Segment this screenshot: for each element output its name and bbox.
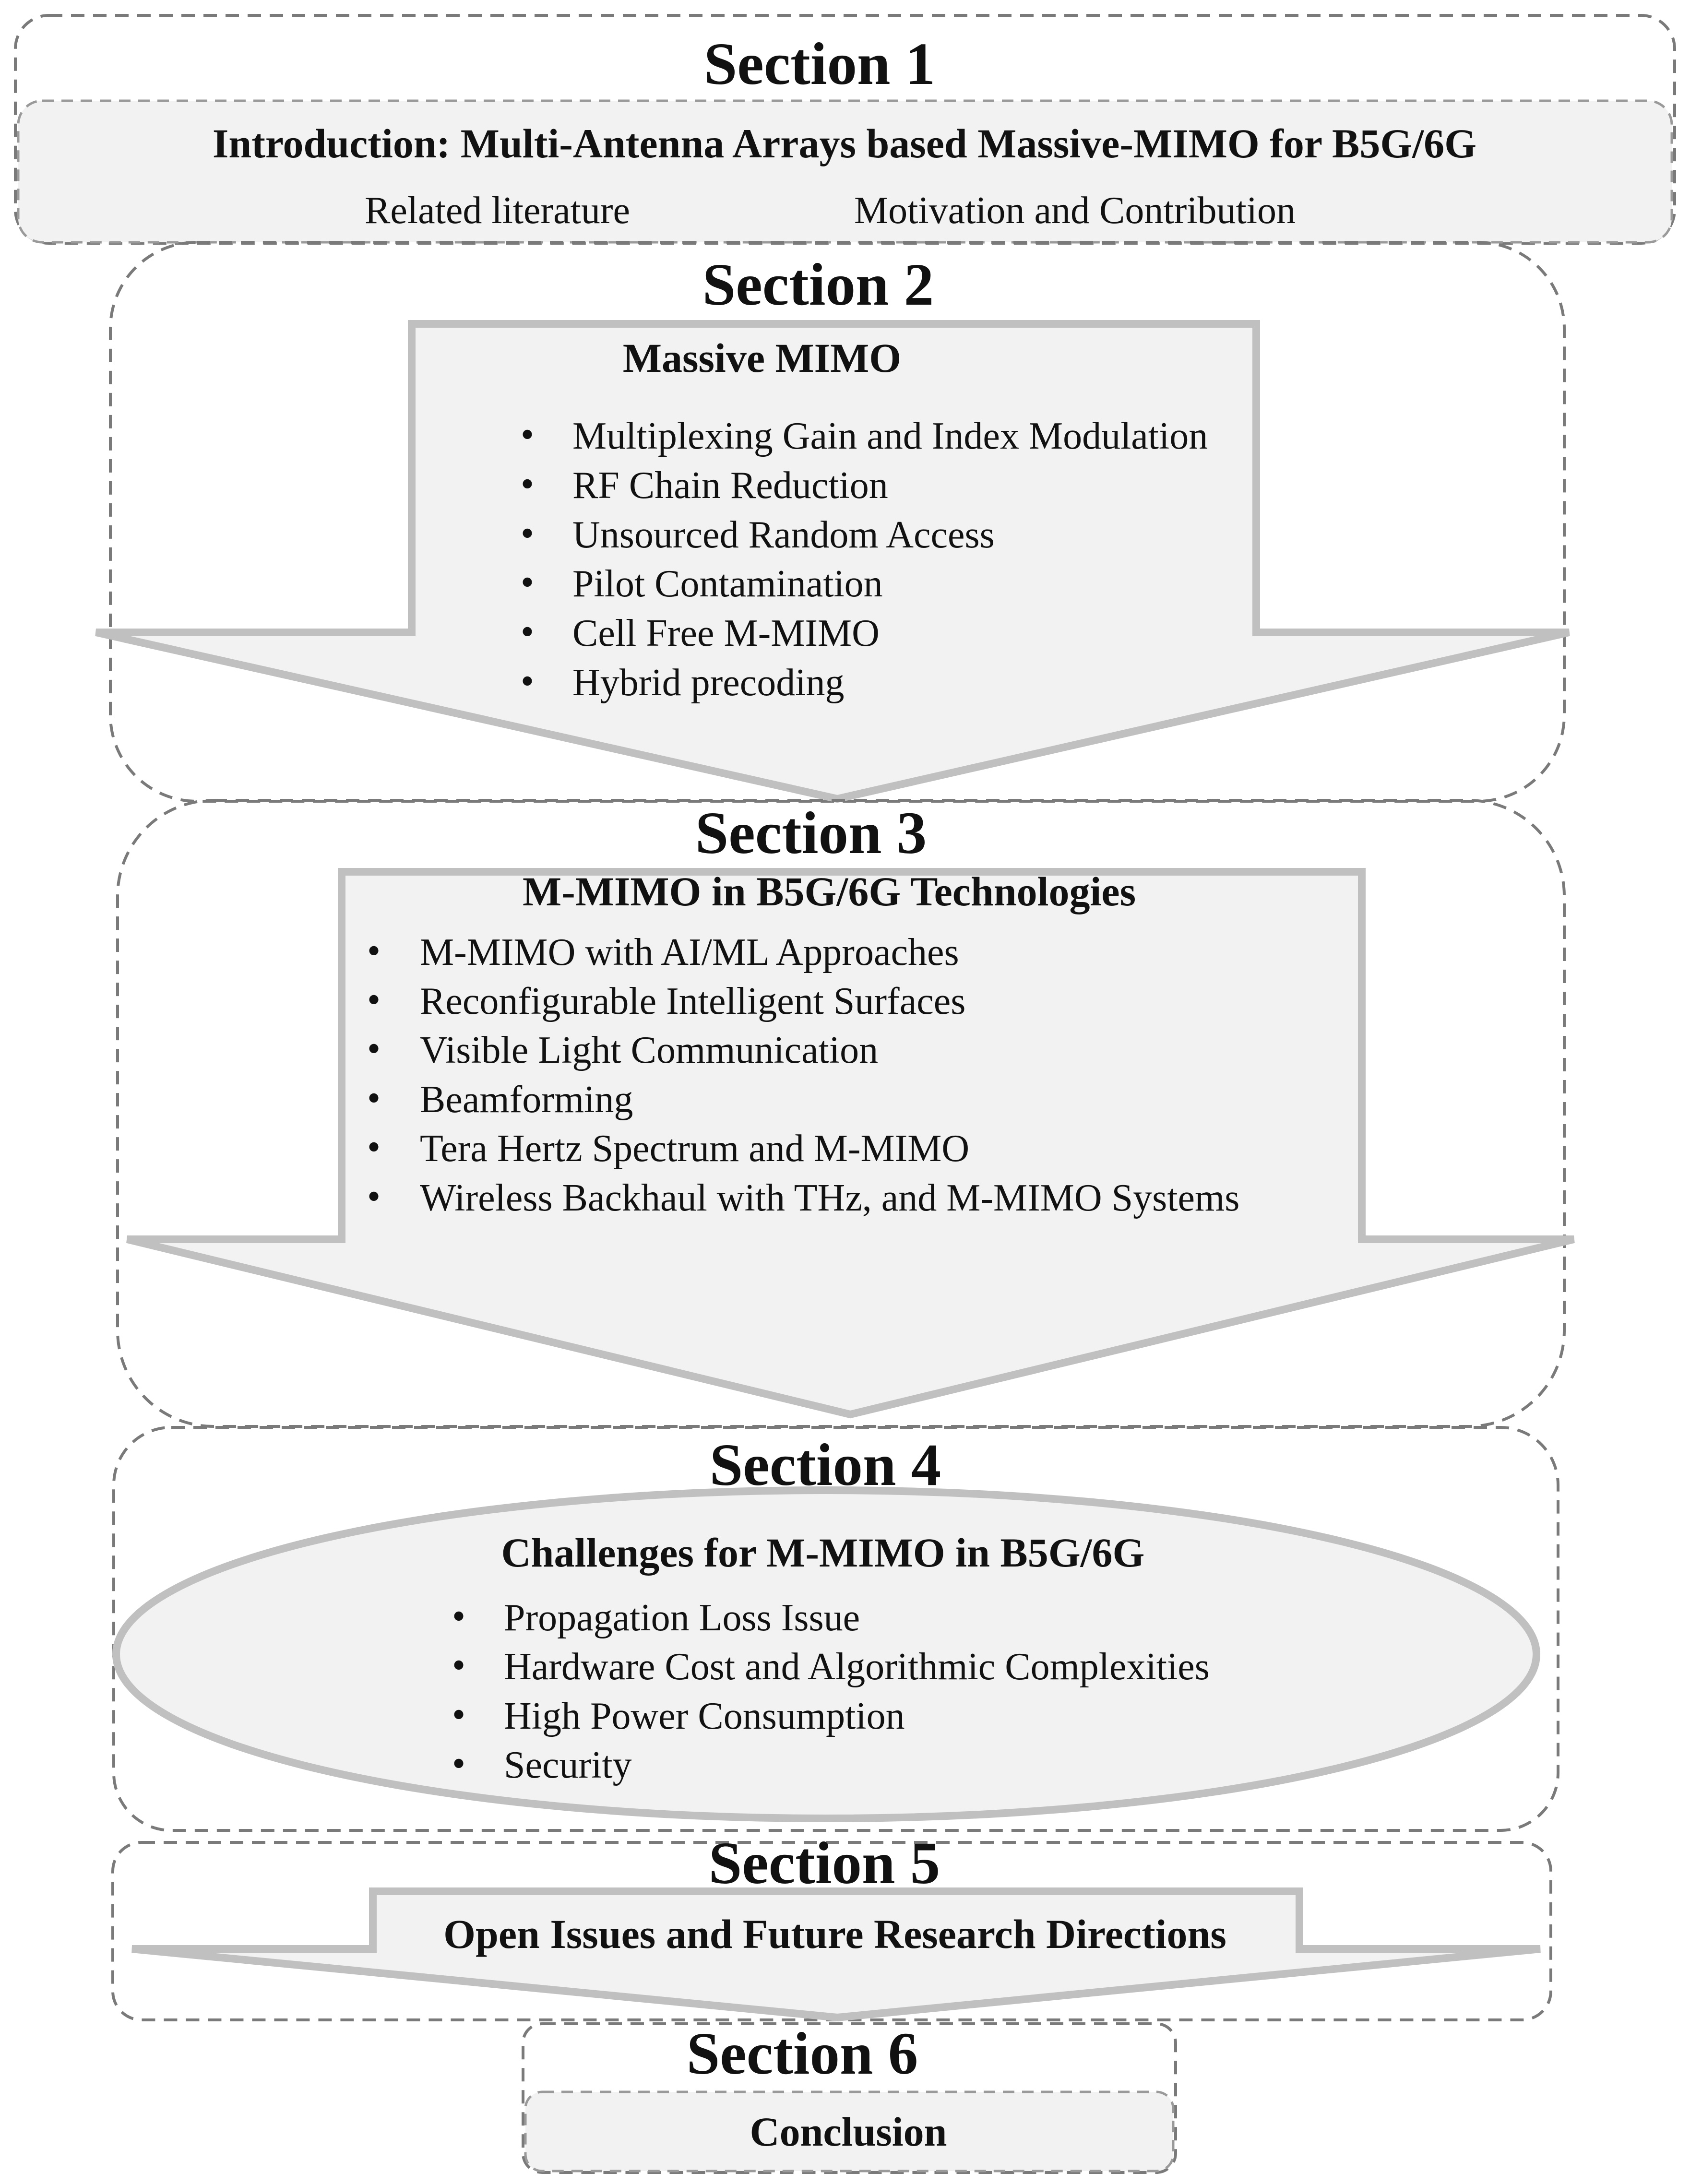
section-3-item: Reconfigurable Intelligent Surfaces — [420, 980, 966, 1022]
bullet-icon: • — [367, 930, 381, 972]
bullet-icon: • — [452, 1595, 466, 1638]
section-3-item: Visible Light Communication — [420, 1029, 879, 1071]
bullet-icon: • — [452, 1743, 466, 1785]
section-1-group — [15, 15, 1675, 243]
section-1-item: Motivation and Contribution — [854, 190, 1296, 232]
section-4-title: Section 4 — [709, 1432, 941, 1498]
section-4-item: High Power Consumption — [504, 1695, 905, 1737]
section-3-title: Section 3 — [695, 800, 927, 866]
bullet-icon: • — [452, 1644, 466, 1686]
bullet-icon: • — [367, 1077, 381, 1119]
bullet-icon: • — [367, 1126, 381, 1168]
section-5-title: Section 5 — [708, 1830, 940, 1897]
section-2-group — [96, 242, 1569, 801]
bullet-icon: • — [521, 512, 535, 555]
section-6-group — [523, 2021, 1176, 2172]
section-4-item: Security — [504, 1744, 632, 1786]
section-6-title: Section 6 — [686, 2021, 918, 2087]
section-1-item: Related literature — [365, 190, 631, 232]
section-3-item: Beamforming — [420, 1079, 633, 1121]
bullet-icon: • — [521, 660, 535, 702]
section-2-heading: Massive MIMO — [622, 335, 902, 381]
section-5-group — [113, 1830, 1551, 2020]
section-5-heading: Open Issues and Future Research Directions — [443, 1911, 1226, 1957]
section-2-item: RF Chain Reduction — [572, 464, 888, 507]
bullet-icon: • — [367, 979, 381, 1021]
section-3-item: Tera Hertz Spectrum and M-MIMO — [420, 1128, 970, 1170]
section-6-heading: Conclusion — [750, 2109, 947, 2155]
section-3-heading: M-MIMO in B5G/6G Technologies — [522, 868, 1136, 914]
bullet-icon: • — [521, 611, 535, 653]
bullet-icon: • — [521, 463, 535, 505]
section-3-group — [118, 800, 1574, 1426]
bullet-icon: • — [367, 1028, 381, 1070]
bullet-icon: • — [521, 414, 535, 456]
section-4-item: Hardware Cost and Algorithmic Complexities — [504, 1646, 1210, 1688]
section-1-heading: Introduction: Multi-Antenna Arrays based Massive-MIMO for B5G/6G — [212, 120, 1477, 166]
section-4-item: Propagation Loss Issue — [504, 1597, 860, 1639]
section-2-item: Unsourced Random Access — [572, 514, 995, 556]
section-2-item: Cell Free M-MIMO — [572, 612, 880, 654]
section-3-item: Wireless Backhaul with THz, and M-MIMO Systems — [420, 1177, 1240, 1219]
section-2-title: Section 2 — [702, 252, 934, 318]
section-4-heading: Challenges for M-MIMO in B5G/6G — [501, 1530, 1145, 1576]
section-1-title: Section 1 — [703, 31, 936, 97]
bullet-icon: • — [452, 1694, 466, 1736]
section-3-item: M-MIMO with AI/ML Approaches — [420, 931, 959, 973]
bullet-icon: • — [521, 561, 535, 604]
section-2-item: Hybrid precoding — [572, 662, 845, 704]
bullet-icon: • — [367, 1175, 381, 1218]
section-2-item: Multiplexing Gain and Index Modulation — [572, 415, 1208, 457]
section-2-arrow — [96, 324, 1569, 799]
section-4-group — [114, 1427, 1558, 1830]
section-2-item: Pilot Contamination — [572, 563, 883, 605]
